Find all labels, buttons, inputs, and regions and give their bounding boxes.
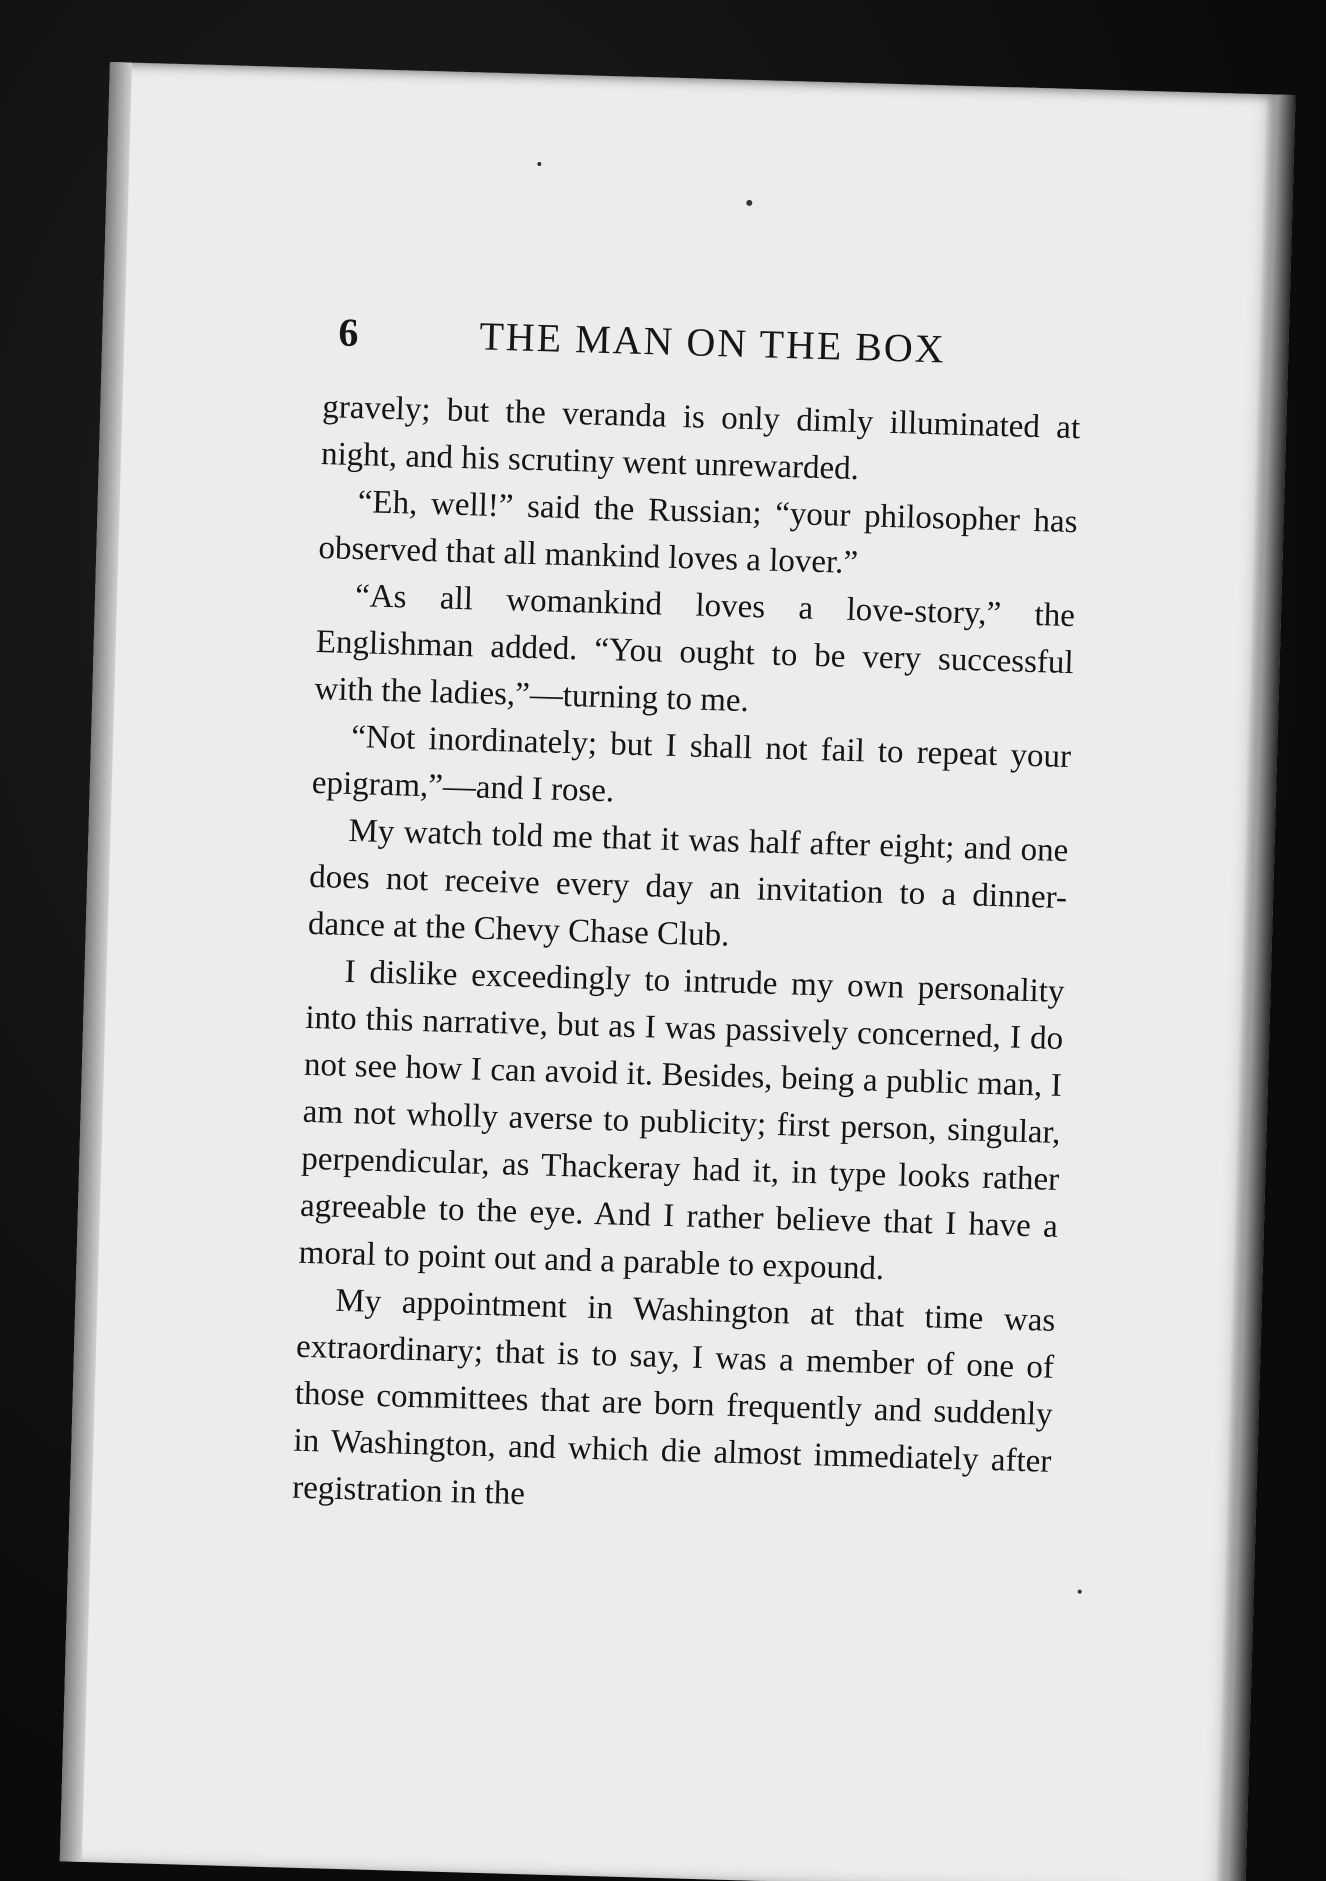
paragraph: My appointment in Washington at that time was extraordinary; that is to say, I was a member of one of those committees that are born frequently and suddenly in Washington, and which die almost immediately after registration in the <box>291 1282 1056 1513</box>
body-text <box>292 384 1081 1533</box>
paper-page <box>60 62 1296 1881</box>
page-number: 6 <box>337 309 361 356</box>
dust-speck <box>537 162 541 166</box>
dust-speck <box>1078 1590 1082 1594</box>
page-header <box>338 308 959 372</box>
paragraph: gravely; but the veranda is only dimly illuminated at night, and his scrutiny went unrewarded. <box>320 389 1081 488</box>
paragraph: “As all womankind loves a love-story,” the Englishman added. “You ought to be very successful with the ladies,”—turning to me. <box>314 578 1076 720</box>
paragraph: “Not inordinately; but I shall not fail to repeat your epigram,”—and I rose. <box>311 719 1072 810</box>
paragraph: “Eh, well!” said the Russian; “your philosopher has observed that all mankind loves a lover.” <box>318 484 1079 582</box>
page-spine-edge <box>60 62 132 1862</box>
paragraph: I dislike exceedingly to intrude my own personality into this narrative, but as I was passively concerned, I do not see how I can avoid it. Besides, being a public man, I am not wholly averse to publicity; first person, singular, perpendicular, as Thackeray had it, in type looks rather agreeable to the eye. And I rather believe that I have a moral to point out and a parable to expound. <box>298 953 1065 1288</box>
page-gutter-shadow <box>1215 94 1295 1881</box>
dust-speck <box>746 200 752 206</box>
paragraph: My watch told me that it was half after eight; and one does not receive every day an invitation to a dinner-dance at the Chevy Chase Club. <box>307 812 1069 954</box>
running-head: THE MAN ON THE BOX <box>478 313 947 372</box>
